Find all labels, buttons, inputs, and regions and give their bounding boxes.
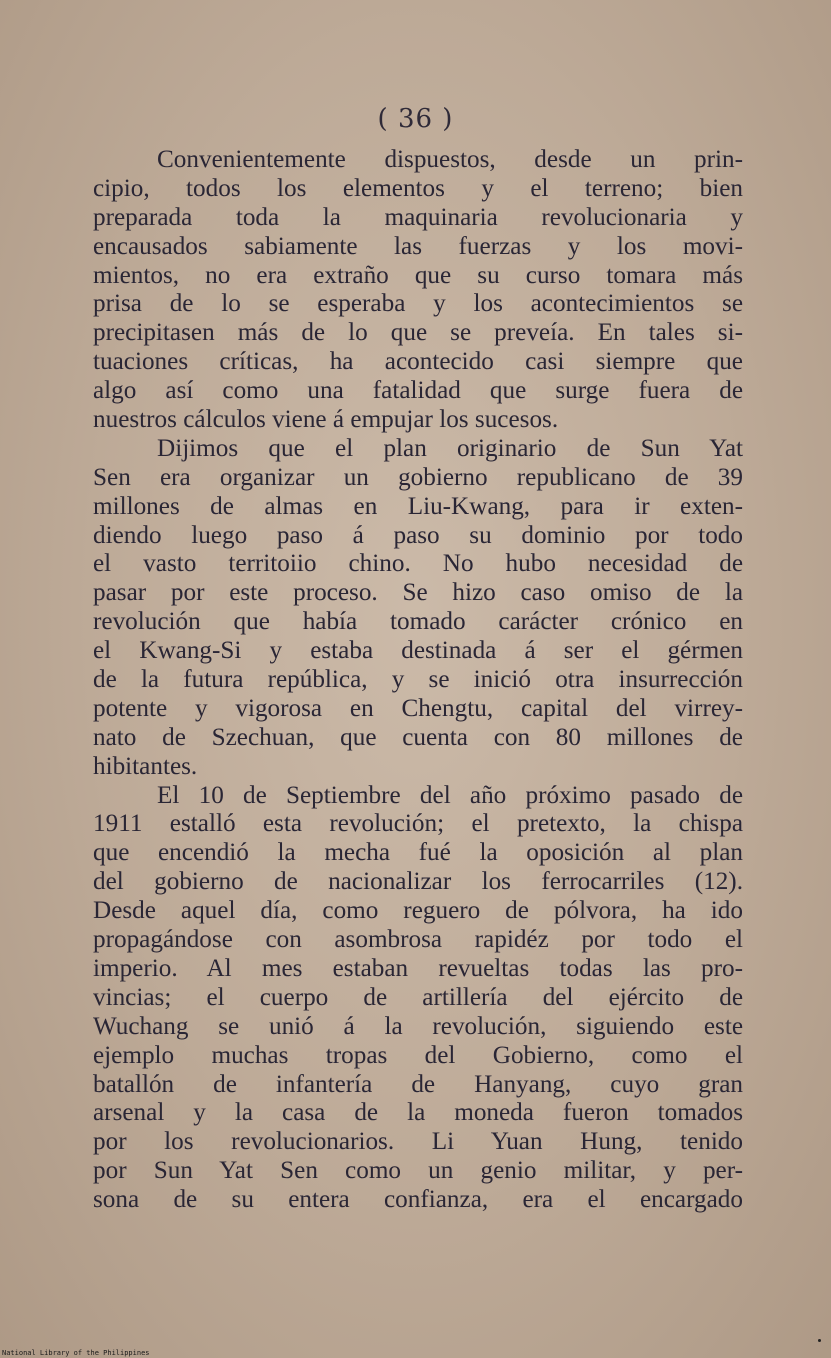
text-line: algo así como una fatalidad que surge fuera de [93, 377, 743, 405]
library-credit: National Library of the Philippines [2, 1349, 150, 1357]
text-line: prisa de lo se esperaba y los acontecimientos se [93, 290, 743, 318]
text-line: de la futura república, y se inició otra insurrección [93, 666, 743, 694]
text-line: mientos, no era extraño que su curso tomara más [93, 261, 743, 289]
text-line: Desde aquel día, como reguero de pólvora, ha ido [93, 897, 743, 925]
text-line: por Sun Yat Sen como un genio militar, y per- [93, 1157, 743, 1185]
text-line: del gobierno de nacionalizar los ferrocarriles (12). [93, 868, 743, 896]
text-line: encausados sabiamente las fuerzas y los movi- [93, 232, 743, 260]
text-line: hibitantes. [93, 752, 198, 780]
text-line: ejemplo muchas tropas del Gobierno, como el [93, 1041, 743, 1069]
text-line: nato de Szechuan, que cuenta con 80 millones de [93, 723, 743, 751]
text-line: Sen era organizar un gobierno republicano de 39 [93, 463, 743, 491]
text-line: imperio. Al mes estaban revueltas todas las pro- [93, 954, 743, 982]
text-line: tuaciones críticas, ha acontecido casi siempre que [93, 348, 743, 376]
speck-mark [818, 1339, 821, 1342]
text-line: propagándose con asombrosa rapidéz por todo el [93, 926, 743, 954]
text-line: el vasto territoiio chino. No hubo necesidad de [93, 550, 743, 578]
text-line: batallón de infantería de Hanyang, cuyo gran [93, 1070, 743, 1098]
text-line: Wuchang se unió á la revolución, siguiendo este [93, 1012, 743, 1040]
text-line: diendo luego paso á paso su dominio por todo [93, 521, 743, 549]
text-line: Convenientemente dispuestos, desde un prin- [157, 146, 743, 173]
text-line: pasar por este proceso. Se hizo caso omiso de la [93, 579, 743, 607]
text-line: potente y vigorosa en Chengtu, capital del virrey- [93, 694, 743, 722]
body-text [93, 146, 743, 1215]
text-line: el Kwang-Si y estaba destinada á ser el gérmen [93, 637, 743, 665]
text-line: vincias; el cuerpo de artillería del ejército de [93, 983, 743, 1011]
text-line: nuestros cálculos viene á empujar los sucesos. [93, 406, 559, 434]
text-line: Dijimos que el plan originario de Sun Yat [157, 434, 743, 462]
text-line: que encendió la mecha fué la oposición al plan [93, 839, 743, 867]
text-line: preparada toda la maquinaria revolucionaria y [93, 203, 743, 231]
text-line: El 10 de Septiembre del año próximo pasado de [157, 781, 743, 809]
text-line: revolución que había tomado carácter crónico en [93, 608, 743, 636]
text-line: por los revolucionarios. Li Yuan Hung, tenido [93, 1128, 743, 1156]
page-number-header: ( 36 ) [377, 104, 454, 134]
text-line: sona de su entera confianza, era el encargado [93, 1186, 743, 1214]
text-line: 1911 estalló esta revolución; el pretexto, la chispa [93, 810, 743, 838]
text-line: cipio, todos los elementos y el terreno; bien [93, 174, 743, 202]
text-line: precipitasen más de lo que se preveía. En tales si- [93, 319, 743, 347]
text-line: arsenal y la casa de la moneda fueron tomados [93, 1099, 743, 1127]
text-line: millones de almas en Liu-Kwang, para ir exten- [93, 492, 743, 520]
